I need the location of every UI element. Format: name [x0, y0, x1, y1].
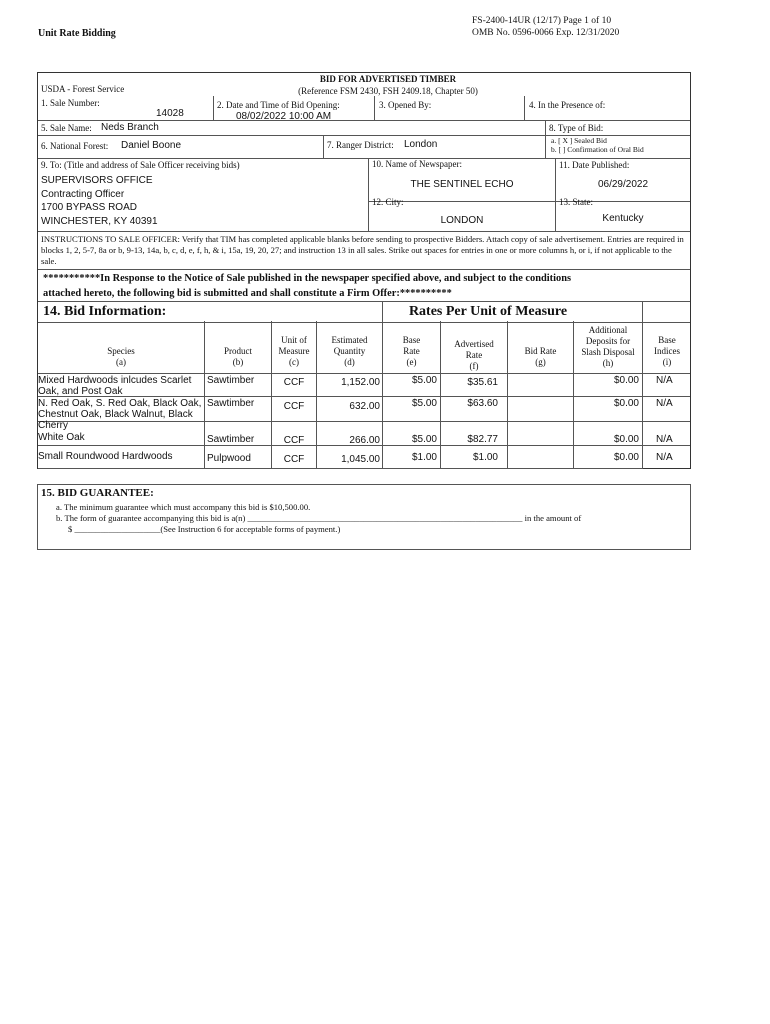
divider	[368, 201, 690, 202]
col-header-product: Product (b)	[224, 346, 252, 367]
divider	[524, 96, 525, 121]
advertised-rate-cell: $63.60	[467, 398, 498, 409]
bid-guarantee-heading: 15. BID GUARANTEE:	[41, 487, 154, 499]
ranger-district-value[interactable]: London	[404, 139, 438, 150]
ranger-district-label: 7. Ranger District:	[327, 140, 394, 150]
base-rate-cell: $5.00	[411, 398, 437, 409]
rates-heading: Rates Per Unit of Measure	[408, 304, 568, 319]
slash-deposit-cell: $0.00	[613, 434, 639, 445]
oral-bid-checkbox[interactable]: b. [ ] Confirmation of Oral Bid	[551, 145, 644, 154]
address-line: Contracting Officer	[41, 188, 125, 200]
opened-by-label: 3. Opened By:	[379, 100, 432, 110]
firm-offer-line: attached hereto, the following bid is submitted and shall constitute a Firm Offer:**********	[43, 287, 452, 299]
firm-offer-line: ***********In Response to the Notice of Sale published in the newspaper specified above, and subject to the conditions	[43, 273, 572, 284]
unit-cell: CCF	[283, 454, 305, 465]
sale-officer-instructions: INSTRUCTIONS TO SALE OFFICER: Verify that TIM has completed applicable blanks before sending to prospective Bidders. Attach copy of sale advertisement. Entries are required in blocks 1, 2, 5-7, 8a or b, 9-13, 14a, b, c, d, e, f, h, & i, 15a, 19, 20, 27; and instruction 13 in all sales. Strike out spaces for entries in one or more columns h, or i, if not applicable to the sale.	[41, 234, 684, 266]
city-label: 12. City:	[372, 197, 404, 207]
species-cell: Small Roundwood Hardwoods	[38, 451, 173, 462]
bid-opening-value[interactable]: 08/02/2022 10:00 AM	[236, 111, 332, 122]
divider	[38, 322, 690, 323]
sale-name-value[interactable]: Neds Branch	[101, 122, 159, 133]
address-line: 1700 BYPASS ROAD	[41, 202, 137, 213]
national-forest-label: 6. National Forest:	[41, 141, 109, 151]
agency-name: USDA - Forest Service	[41, 84, 125, 94]
col-header-estimated-quantity: Estimated Quantity (d)	[331, 335, 368, 367]
presence-label: 4. In the Presence of:	[529, 100, 606, 110]
col-header-unit-of-measure: Unit of Measure (c)	[278, 335, 310, 367]
species-cell: Mixed Hardwoods inlcudes Scarlet Oak, and Post Oak	[38, 375, 192, 397]
divider	[374, 96, 375, 121]
base-rate-cell: $5.00	[411, 375, 437, 386]
address-line: SUPERVISORS OFFICE	[41, 175, 153, 186]
col-header-species: Species (a)	[107, 346, 135, 367]
product-cell: Sawtimber	[207, 434, 255, 445]
base-indices-cell: N/A	[656, 434, 673, 445]
slash-deposit-cell: $0.00	[613, 398, 639, 409]
divider	[323, 135, 324, 159]
quantity-cell: 1,045.00	[341, 454, 380, 465]
address-line: WINCHESTER, KY 40391	[41, 215, 158, 227]
divider	[204, 321, 205, 469]
guarantee-minimum: a. The minimum guarantee which must accompany this bid is $10,500.00.	[56, 502, 311, 512]
form-short-title: Unit Rate Bidding	[38, 28, 116, 39]
species-cell: White Oak	[38, 432, 85, 443]
type-of-bid-label: 8. Type of Bid:	[549, 123, 604, 133]
divider	[38, 373, 690, 374]
slash-deposit-cell: $0.00	[613, 375, 639, 386]
divider	[38, 269, 690, 270]
date-published-value[interactable]: 06/29/2022	[597, 179, 649, 190]
bid-form	[37, 72, 691, 469]
divider	[642, 301, 643, 469]
form-id-block	[472, 15, 619, 39]
base-rate-cell: $1.00	[411, 452, 437, 463]
bid-type-options	[551, 136, 644, 154]
newspaper-label: 10. Name of Newspaper:	[372, 159, 462, 169]
sealed-bid-checkbox[interactable]: a. [ X ] Sealed Bid	[551, 136, 607, 145]
base-indices-cell: N/A	[656, 398, 673, 409]
newspaper-value[interactable]: THE SENTINEL ECHO	[410, 179, 514, 190]
national-forest-value[interactable]: Daniel Boone	[121, 140, 182, 151]
col-header-advertised-rate: Advertised Rate (f)	[454, 339, 494, 371]
col-header-base-rate: Base Rate (e)	[402, 335, 421, 367]
col-header-base-indices: Base Indices (i)	[654, 335, 680, 367]
advertised-rate-cell: $1.00	[472, 452, 498, 463]
divider	[507, 321, 508, 469]
base-indices-cell: N/A	[656, 375, 673, 386]
bid-guarantee-section	[37, 484, 691, 550]
firm-offer-statement	[43, 272, 683, 301]
species-cell: N. Red Oak, S. Red Oak, Black Oak, Chestnut Oak, Black Walnut, Black Cherry	[38, 398, 202, 431]
base-indices-cell: N/A	[656, 452, 673, 463]
unit-cell: CCF	[283, 401, 305, 412]
divider	[545, 120, 546, 159]
product-cell: Pulpwood	[207, 453, 251, 464]
quantity-cell: 632.00	[349, 401, 380, 412]
omb-number: OMB No. 0596-0066 Exp. 12/31/2020	[472, 28, 620, 38]
sale-number-label: 1. Sale Number:	[41, 98, 100, 108]
bid-information-heading: 14. Bid Information:	[43, 304, 167, 319]
sale-name-label: 5. Sale Name:	[41, 123, 92, 133]
col-header-bid-rate: Bid Rate (g)	[524, 346, 557, 367]
form-title: BID FOR ADVERTISED TIMBER	[319, 74, 457, 84]
unit-cell: CCF	[283, 377, 305, 388]
divider	[38, 120, 690, 121]
slash-deposit-cell: $0.00	[613, 452, 639, 463]
divider	[38, 158, 690, 159]
to-label: 9. To: (Title and address of Sale Officer receiving bids)	[41, 160, 240, 170]
guarantee-form-field[interactable]: b. The form of guarantee accompanying this bid is a(n) ________________________________________________________________ in the amount of	[56, 513, 582, 523]
guarantee-amount-field[interactable]: $ ____________________(See Instruction 6 for acceptable forms of payment.)	[68, 524, 341, 534]
col-header-slash-deposits: Additional Deposits for Slash Disposal (h)	[581, 325, 635, 368]
state-value[interactable]: Kentucky	[602, 213, 644, 224]
date-published-label: 11. Date Published:	[559, 160, 630, 170]
advertised-rate-cell: $35.61	[467, 377, 498, 388]
divider	[213, 96, 214, 121]
unit-cell: CCF	[283, 435, 305, 446]
sale-number-value[interactable]: 14028	[156, 108, 184, 119]
state-label: 13. State:	[559, 197, 593, 207]
divider	[38, 231, 690, 232]
advertised-rate-cell: $82.77	[467, 434, 498, 445]
bid-opening-label: 2. Date and Time of Bid Opening:	[217, 100, 340, 110]
base-rate-cell: $5.00	[411, 434, 437, 445]
quantity-cell: 1,152.00	[341, 377, 380, 388]
sale-officer-address[interactable]	[41, 174, 158, 228]
form-reference: (Reference FSM 2430, FSH 2409.18, Chapter 50)	[298, 86, 478, 96]
divider	[38, 301, 690, 302]
city-value[interactable]: LONDON	[440, 215, 484, 226]
divider	[38, 468, 642, 469]
quantity-cell: 266.00	[349, 435, 380, 446]
form-id: FS-2400-14UR (12/17) Page 1 of 10	[472, 16, 612, 26]
product-cell: Sawtimber	[207, 375, 255, 386]
product-cell: Sawtimber	[207, 398, 255, 409]
